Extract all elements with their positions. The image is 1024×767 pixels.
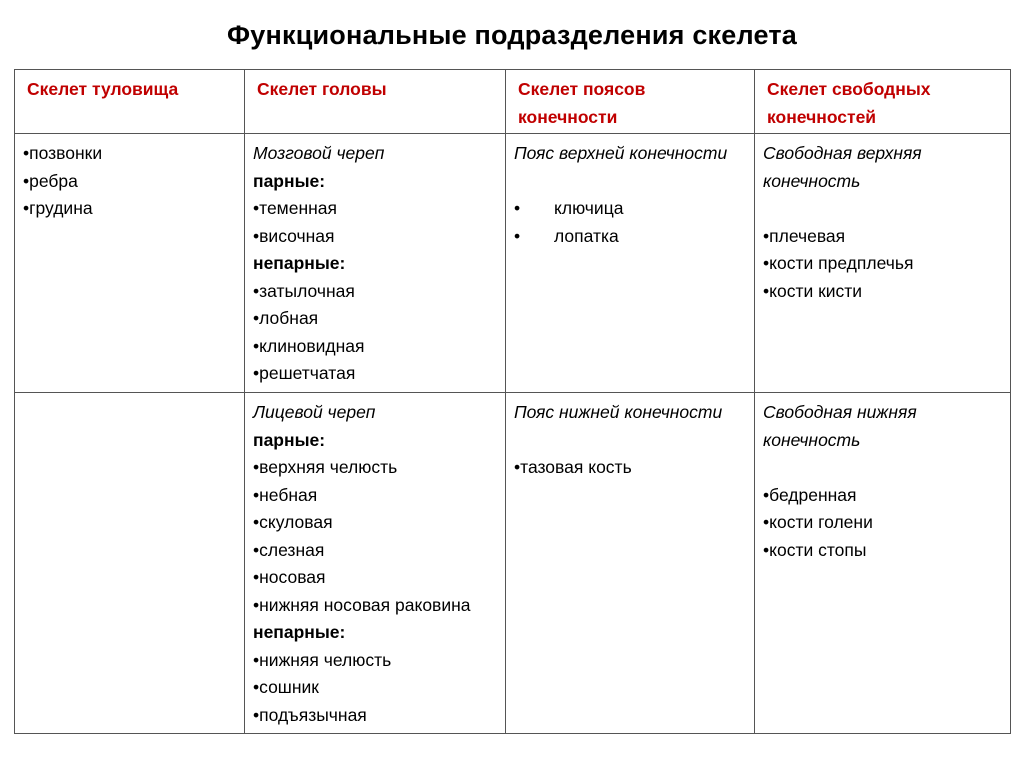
list-item: •грудина	[23, 198, 93, 218]
list-item: •тазовая кость	[514, 457, 632, 477]
list-item: •решетчатая	[253, 363, 356, 383]
unpaired-label: непарные:	[253, 622, 346, 642]
list-item: •височная	[253, 225, 335, 246]
unpaired-label: непарные:	[253, 253, 346, 273]
cell-subtitle: Свободная верхняя конечность	[763, 143, 922, 191]
list-item: •кости предплечья	[763, 253, 914, 273]
list-item: •позвонки	[23, 143, 103, 163]
cell-subtitle: Пояс нижней конечности	[514, 402, 723, 422]
list-item: •скуловая	[253, 512, 333, 532]
list-item: •плечевая	[763, 225, 846, 246]
list-item: •бедренная	[763, 484, 857, 505]
cell-cranium	[245, 134, 506, 393]
cell-trunk	[15, 134, 245, 393]
page-title: Функциональные подразделения скелета	[227, 20, 797, 50]
table-row	[15, 134, 1011, 393]
list-item: •подъязычная	[253, 704, 367, 725]
cell-free-upper-limb	[755, 134, 1011, 393]
header-trunk: Скелет туловища	[15, 70, 245, 134]
table-row	[15, 393, 1011, 734]
list-item: •лобная	[253, 308, 319, 328]
skeleton-table	[14, 69, 1011, 734]
list-item: •затылочная	[253, 280, 355, 301]
bullet: •	[514, 225, 521, 246]
list-item: •сошник	[253, 677, 319, 697]
table-header-row	[15, 70, 1011, 134]
list-item: •небная	[253, 484, 318, 505]
bullet: •	[514, 198, 521, 218]
cell-lower-girdle	[506, 393, 755, 734]
list-item: •верхняя челюсть	[253, 457, 398, 477]
cell-upper-girdle	[506, 134, 755, 393]
list-item: •нижняя носовая раковина	[253, 594, 471, 615]
list-item: •клиновидная	[253, 335, 365, 356]
paired-label: парные:	[253, 429, 326, 450]
cell-facial-skull	[245, 393, 506, 734]
list-item: •кости голени	[763, 512, 873, 532]
header-girdles: Скелет поясов конечности	[506, 70, 755, 134]
paired-label: парные:	[253, 170, 326, 191]
list-item: •слезная	[253, 539, 325, 560]
list-item: •носовая	[253, 567, 326, 587]
cell-subtitle: Мозговой череп	[253, 143, 385, 163]
list-item: •кости стопы	[763, 539, 867, 560]
list-item: •ребра	[23, 170, 78, 191]
list-item: •теменная	[253, 198, 337, 218]
cell-free-lower-limb	[755, 393, 1011, 734]
list-item: • ключица	[514, 195, 746, 223]
cell-trunk-empty	[15, 393, 245, 734]
cell-subtitle: Свободная нижняя конечность	[763, 402, 917, 450]
header-free-limbs: Скелет свободных конечностей	[755, 70, 1011, 134]
cell-subtitle: Пояс верхней конечности	[514, 143, 728, 163]
header-head: Скелет головы	[245, 70, 506, 134]
cell-subtitle: Лицевой череп	[253, 402, 376, 422]
list-item: • лопатка	[514, 223, 746, 251]
list-item: •кости кисти	[763, 280, 863, 301]
list-item: •нижняя челюсть	[253, 649, 392, 670]
